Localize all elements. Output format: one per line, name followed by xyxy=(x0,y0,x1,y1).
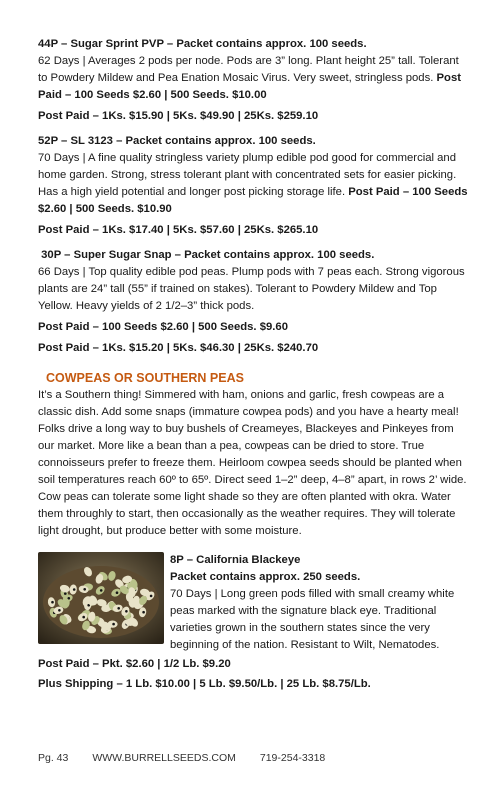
peas-image xyxy=(38,552,164,644)
pea-eye xyxy=(142,611,145,614)
product-title: 52P – SL 3123 – Packet contains approx. 100 seeds. xyxy=(38,135,316,147)
pea-eye xyxy=(64,592,67,595)
phone-number: 719-254-3318 xyxy=(259,752,326,764)
website-url: WWW.BURRELLSEEDS.COM xyxy=(92,752,236,764)
product-description xyxy=(38,150,470,218)
description-text: 62 Days | Averages 2 pods per node. Pods are 3” long. Plant height 25” tall. Tolerant to Powdery Mildew and Pea Enation Mosaic Virus. Very sweet, stringless pods. xyxy=(38,55,459,84)
pea-eye xyxy=(51,601,54,604)
price-line: Post Paid – 100 Seeds $2.60 | 500 Seeds. $10.00 xyxy=(38,72,461,101)
packet-size: Packet contains approx. 250 seeds. xyxy=(170,571,361,583)
product-description: 70 Days | Long green pods filled with small creamy white peas marked with the signature black eye. Traditional varieties grown in the southern states since the very beginning of the nation. Resistant to Wilt, Nematodes. xyxy=(170,588,455,651)
section-intro: It’s a Southern thing! Simmered with ham, onions and garlic, fresh cowpeas are a classic dish. Add some snaps (immature cowpea pods) and you have a hearty meal! Folks drive a long way to buy bushels of Creameyes, Blackeyes and Pinkeyes from our market. More like a bean than a pea, cowpeas can be dried to store. True connoisseurs prefer to freeze them. Heirloom cowpea seeds should be planted when soil temperatures reach 60º to 65º. Direct seed 1–2” deep, 4–8” apart, in rows 2’ wide. Cow peas can tolerate some light shade so they are often planted with okra. Water them throughly to start, then occasionally as the weather requires. They will tolerate light drought, but produce better with some moisture. xyxy=(38,389,467,537)
pea-eye xyxy=(100,589,103,592)
price-line-bulk: Post Paid – 1Ks. $15.90 | 5Ks. $49.90 | 25Ks. $259.10 xyxy=(38,110,319,122)
price-line-bulk: Post Paid – 1Ks. $17.40 | 5Ks. $57.60 | 25Ks. $265.10 xyxy=(38,224,319,236)
product-title: 44P – Sugar Sprint PVP – Packet contains approx. 100 seeds. xyxy=(38,38,367,50)
pea-eye xyxy=(125,610,128,613)
blackeye-peas-photo xyxy=(38,552,164,644)
pea-eye xyxy=(73,588,76,591)
price-line: Post Paid – Pkt. $2.60 | 1/2 Lb. $9.20 xyxy=(38,658,231,670)
description-text: 70 Days | A fine quality stringless variety plump edible pod good for commercial and home garden. Strong, stress tolerant plant with concentrated sets for easier picking. Has a high yield potential and longer post picking storage life. xyxy=(38,152,457,198)
page-footer xyxy=(38,752,349,764)
pea-eye xyxy=(116,591,119,594)
shipping-price-line: Plus Shipping – 1 Lb. $10.00 | 5 Lb. $9.50/Lb. | 25 Lb. $8.75/Lb. xyxy=(38,678,371,690)
section-heading-cowpeas: COWPEAS OR SOUTHERN PEAS xyxy=(46,371,244,385)
pea-eye xyxy=(117,607,120,610)
catalog-page xyxy=(38,36,470,693)
blackeye-pricing xyxy=(38,656,470,693)
pea-eye xyxy=(82,616,85,619)
price-line: Post Paid – 100 Seeds $2.60 | 500 Seeds. $9.60 xyxy=(38,321,288,333)
product-info xyxy=(170,552,470,654)
price-line: Post Paid – 100 Seeds $2.60 | 500 Seeds. $10.90 xyxy=(38,186,468,215)
pea-eye xyxy=(112,623,115,626)
pea-eye xyxy=(150,595,153,598)
pea-eye xyxy=(83,588,86,591)
product-title: 8P – California Blackeye xyxy=(170,554,301,566)
product-entry-sugar-sprint xyxy=(38,36,470,125)
pea-eye xyxy=(58,609,61,612)
product-entry-california-blackeye xyxy=(38,552,470,654)
product-entry-super-sugar-snap xyxy=(38,247,470,357)
price-line-bulk: Post Paid – 1Ks. $15.20 | 5Ks. $46.30 | 25Ks. $240.70 xyxy=(38,342,319,354)
product-description: 66 Days | Top quality edible pod peas. Plump pods with 7 peas each. Strong vigorous plants are 24” tall (55” if trained on stakes). Tolerant to Powdery Mildew and Top Yellow. Heavy yields of 2 1/2–3” thick pods. xyxy=(38,266,465,312)
product-title: 30P – Super Sugar Snap – Packet contains approx. 100 seeds. xyxy=(38,249,375,261)
product-description xyxy=(38,53,470,104)
product-entry-sl-3123 xyxy=(38,133,470,239)
page-number: Pg. 43 xyxy=(38,752,69,764)
